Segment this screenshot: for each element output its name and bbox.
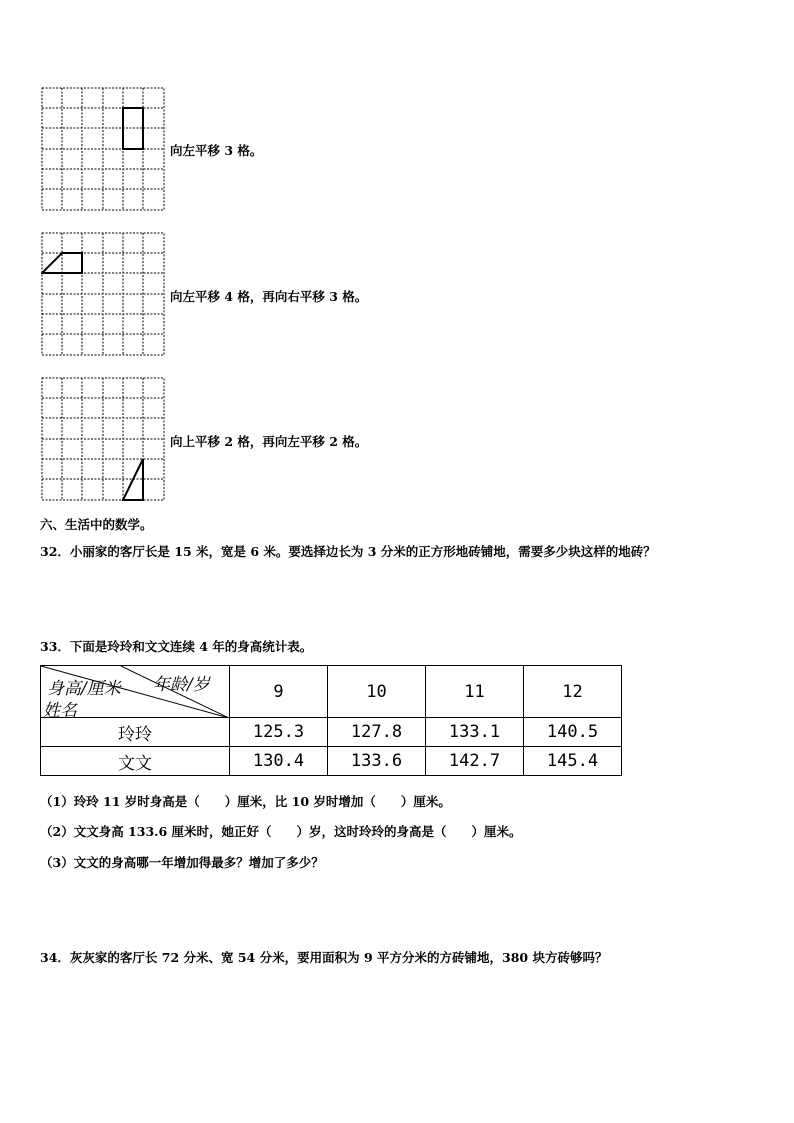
question-33: 33．下面是玲玲和文文连续 4 年的身高统计表。 [40,639,313,654]
grid-1 [41,87,166,211]
grid-2-instruction: 向左平移 4 格，再向右平移 3 格。 [170,289,368,304]
header-name-label: 姓名 [43,701,77,721]
grid-1-instruction: 向左平移 3 格。 [170,143,263,158]
grid-3-instruction: 向上平移 2 格，再向左平移 2 格。 [170,434,368,449]
row-name: 文文 [41,747,230,776]
question-33-3: （3）文文的身高哪一年增加得最多？增加了多少？ [40,855,324,870]
row-name: 玲玲 [41,718,230,747]
question-33-1: （1）玲玲 11 岁时身高是（ ）厘米，比 10 岁时增加（ ）厘米。 [40,794,451,809]
question-34: 34．灰灰家的客厅长 72 分米、宽 54 分米，要用面积为 9 平方分米的方砖铺地，380 块方砖够吗？ [40,950,608,965]
table-cell: 125.3 [230,718,328,747]
age-header: 12 [524,666,622,718]
table-cell: 142.7 [426,747,524,776]
question-33-2: （2）文文身高 133.6 厘米时，她正好（ ）岁，这时玲玲的身高是（ ）厘米。 [40,824,522,839]
grid-lines [42,88,164,210]
grid-lines [42,378,164,500]
section-heading: 六、生活中的数学。 [40,517,153,532]
height-table [40,665,622,776]
trapezoid-shape [42,253,82,273]
table-header-cell [41,666,230,721]
table-cell: 133.6 [328,747,426,776]
table-cell: 140.5 [524,718,622,747]
header-height-label: 身高/厘米 [47,679,121,699]
age-header: 11 [426,666,524,718]
grid-lines [42,233,164,355]
question-32: 32．小丽家的客厅长是 15 米，宽是 6 米。要选择边长为 3 分米的正方形地砖铺地，需要多少块这样的地砖？ [40,544,656,559]
table-row [41,718,622,747]
table-row [41,747,622,776]
table-cell: 145.4 [524,747,622,776]
table-cell: 127.8 [328,718,426,747]
age-header: 9 [230,666,328,718]
age-header: 10 [328,666,426,718]
table-cell: 130.4 [230,747,328,776]
grid-3 [41,377,166,501]
table-cell: 133.1 [426,718,524,747]
header-age-label: 年龄/岁 [153,675,210,695]
grid-2 [41,232,166,356]
